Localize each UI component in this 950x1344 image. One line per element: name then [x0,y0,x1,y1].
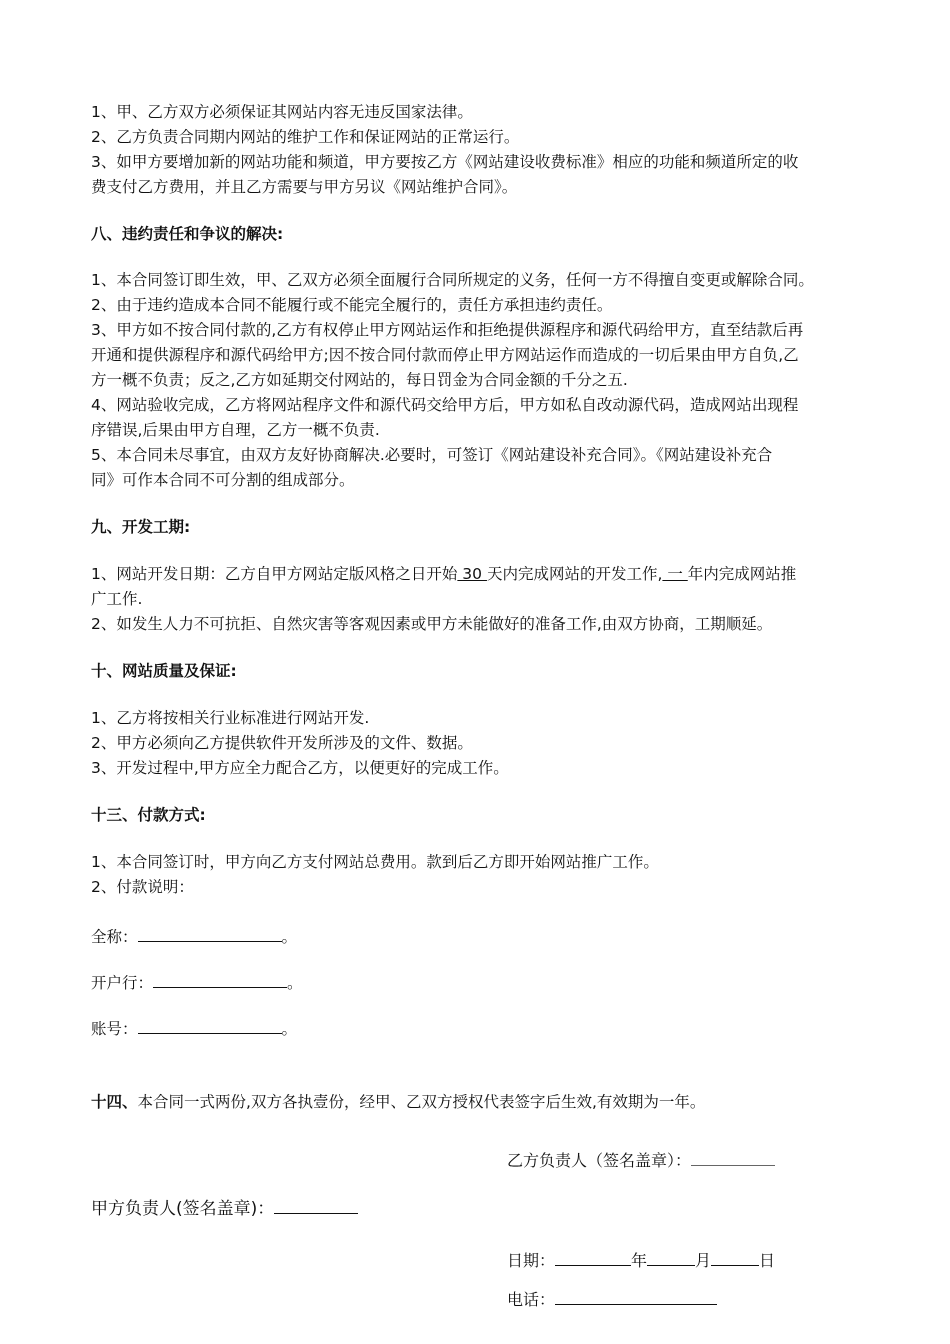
date-label: 日期： [507,1251,556,1270]
clause-8-3-line3: 方一概不负责；反之,乙方如延期交付网站的，每日罚金为合同金额的千分之五. [91,371,628,389]
bank-end: 。 [287,974,303,992]
account-number-label: 账号： [91,1020,138,1038]
phone-label: 电话： [507,1290,556,1309]
party-b-label: 乙方负责人（签名盖章）： [507,1151,692,1170]
date-row [507,1248,907,1273]
party-a-label: 甲方负责人(签名盖章)： [91,1199,275,1219]
bank-label: 开户行： [91,974,154,992]
clause-9-1-line2: 广工作. [91,590,143,608]
clause-9-2: 2、如发生人力不可抗拒、自然灾害等客观因素或甲方未能做好的准备工作,由双方协商，工期顺延。 [91,615,773,633]
clause-8-4-line2: 序错误,后果由甲方自理，乙方一概不负责. [91,421,380,439]
phone-row [507,1287,907,1312]
clause-13-1: 1、本合同签订时，甲方向乙方支付网站总费用。款到后乙方即开始网站推广工作。 [91,853,659,871]
promo-years-value: 一 [662,565,688,583]
section-8-title: 八、违约责任和争议的解决: [91,225,284,243]
month-label: 月 [695,1251,712,1270]
section-10-title: 十、网站质量及保证: [91,662,237,680]
year-label: 年 [631,1251,648,1270]
account-number-end: 。 [281,1020,298,1038]
clause-7-2: 2、乙方负责合同期内网站的维护工作和保证网站的正常运行。 [91,128,520,146]
date-month-blank[interactable] [647,1251,695,1266]
clause-8-5-line1: 5、本合同未尽事宜，由双方友好协商解决.必要时，可签订《网站建设补充合同》。《网站建设补充合 [91,446,773,464]
phone-blank[interactable] [555,1290,717,1305]
section-14-text: 本合同一式两份,双方各执壹份，经甲、乙双方授权代表签字后生效,有效期为一年。 [137,1093,706,1111]
account-number-blank[interactable] [138,1019,282,1034]
bank-blank[interactable] [153,973,287,988]
clause-7-1: 1、甲、乙方双方必须保证其网站内容无违反国家法律。 [91,103,473,121]
section-13-title: 十三、付款方式: [91,806,206,824]
clause-9-1-suffix: 年内完成网站推 [687,565,797,583]
clause-8-3-line2: 开通和提供源程序和源代码给甲方;因不按合同付款而停止甲方网站运作而造成的一切后果由甲方自负,乙 [91,346,799,364]
clause-8-3-line1: 3、甲方如不按合同付款的,乙方有权停止甲方网站运作和拒绝提供源程序和源代码给甲方，直至结款后再 [91,321,804,339]
clause-10-3: 3、开发过程中,甲方应全力配合乙方，以便更好的完成工作。 [91,759,509,777]
clause-9-1-middle: 天内完成网站的开发工作, [486,565,663,583]
party-b-signature-blank[interactable] [691,1151,775,1166]
clause-7-3-line1: 3、如甲方要增加新的网站功能和频道，甲方要按乙方《网站建设收费标准》相应的功能和频道所定的收 [91,153,799,171]
clause-14 [91,1090,871,1115]
bank-row [91,971,871,996]
party-a-signature-blank[interactable] [274,1199,358,1214]
clause-8-2: 2、由于违约造成本合同不能履行或不能完全履行的，责任方承担违约责任。 [91,296,613,314]
clause-8-4-line1: 4、网站验收完成，乙方将网站程序文件和源代码交给甲方后，甲方如私自改动源代码，造成网站出现程 [91,396,799,414]
clause-10-2: 2、甲方必须向乙方提供软件开发所涉及的文件、数据。 [91,734,473,752]
clause-9-1-line1 [91,562,871,587]
section-14-number: 十四、 [91,1093,138,1111]
section-9-title: 九、开发工期: [91,518,191,536]
party-b-signature-row [507,1148,907,1173]
account-name-row [91,925,871,950]
clause-9-1-prefix: 1、网站开发日期：乙方自甲方网站定版风格之日开始 [91,565,458,583]
date-day-blank[interactable] [711,1251,759,1266]
clause-13-2: 2、付款说明： [91,878,194,896]
account-name-label: 全称： [91,928,138,946]
account-name-blank[interactable] [138,927,282,942]
account-number-row [91,1017,871,1042]
clause-8-1: 1、本合同签订即生效，甲、乙双方必须全面履行合同所规定的义务，任何一方不得擅自变更或解除合同。 [91,271,814,289]
clause-7-3-line2: 费支付乙方费用，并且乙方需要与甲方另议《网站维护合同》。 [91,178,518,196]
dev-days-value: 30 [457,565,487,583]
day-label: 日 [759,1251,776,1270]
account-name-end: 。 [281,928,298,946]
clause-10-1: 1、乙方将按相关行业标准进行网站开发. [91,709,370,727]
date-year-blank[interactable] [555,1251,631,1266]
party-a-signature-row [91,1197,871,1222]
clause-8-5-line2: 同》可作本合同不可分割的组成部分。 [91,471,355,489]
